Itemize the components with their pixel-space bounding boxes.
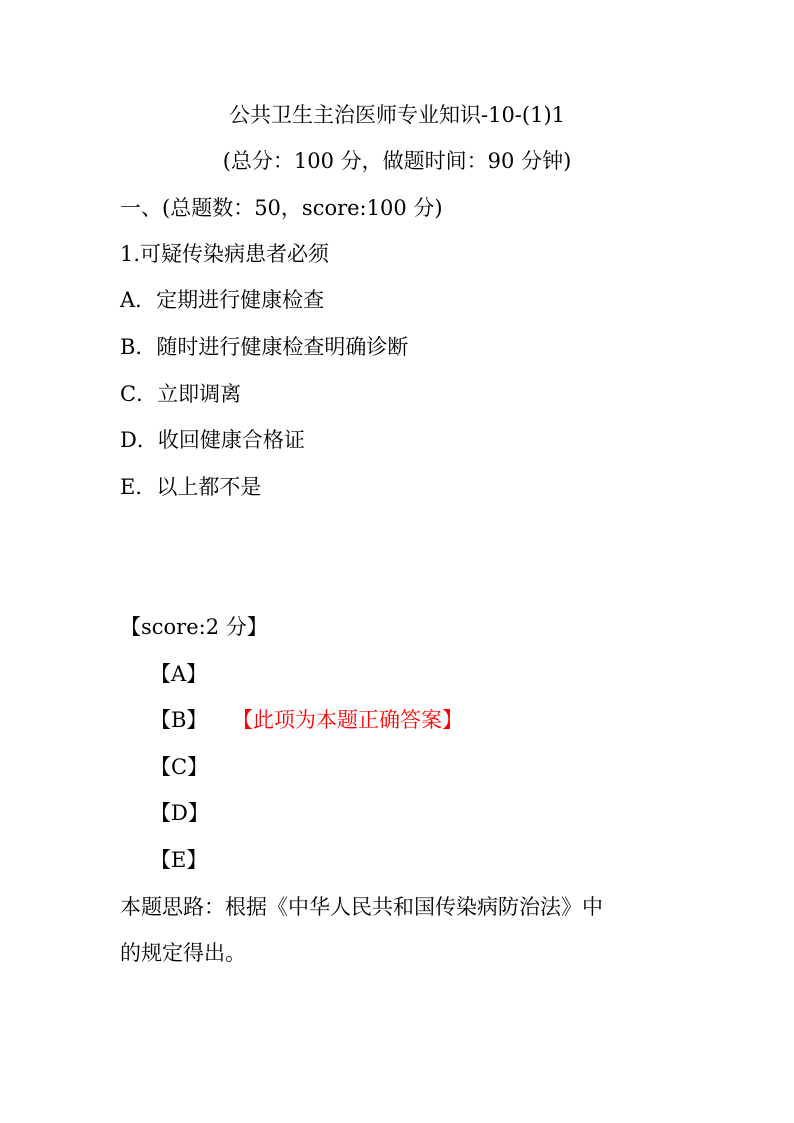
explanation-line-2: 的规定得出。 <box>120 941 246 965</box>
explanation-line-1: 本题思路：根据《中华人民共和国传染病防治法》中 <box>120 895 603 919</box>
answer-choice-e: 【E】 <box>150 848 208 872</box>
question-text: 1.可疑传染病患者必须 <box>120 242 330 266</box>
option-c: C．立即调离 <box>120 382 242 406</box>
option-e: E．以上都不是 <box>120 475 262 499</box>
option-a: A．定期进行健康检查 <box>120 288 325 312</box>
answer-choice-c: 【C】 <box>150 755 209 779</box>
section-heading: 一、(总题数：50，score:100 分) <box>120 196 443 220</box>
option-d: D．收回健康合格证 <box>120 428 305 452</box>
page-subtitle: (总分：100 分，做题时间：90 分钟) <box>222 149 572 173</box>
answer-choice-d: 【D】 <box>150 801 209 825</box>
page-title: 公共卫生主治医师专业知识-10-(1)1 <box>228 103 566 127</box>
score-label: 【score:2 分】 <box>120 615 268 639</box>
option-b: B．随时进行健康检查明确诊断 <box>120 335 409 359</box>
answer-choice-b: 【B】 <box>150 708 208 732</box>
answer-choice-a: 【A】 <box>150 662 208 686</box>
correct-answer-marker: 【此项为本题正确答案】 <box>232 708 463 732</box>
